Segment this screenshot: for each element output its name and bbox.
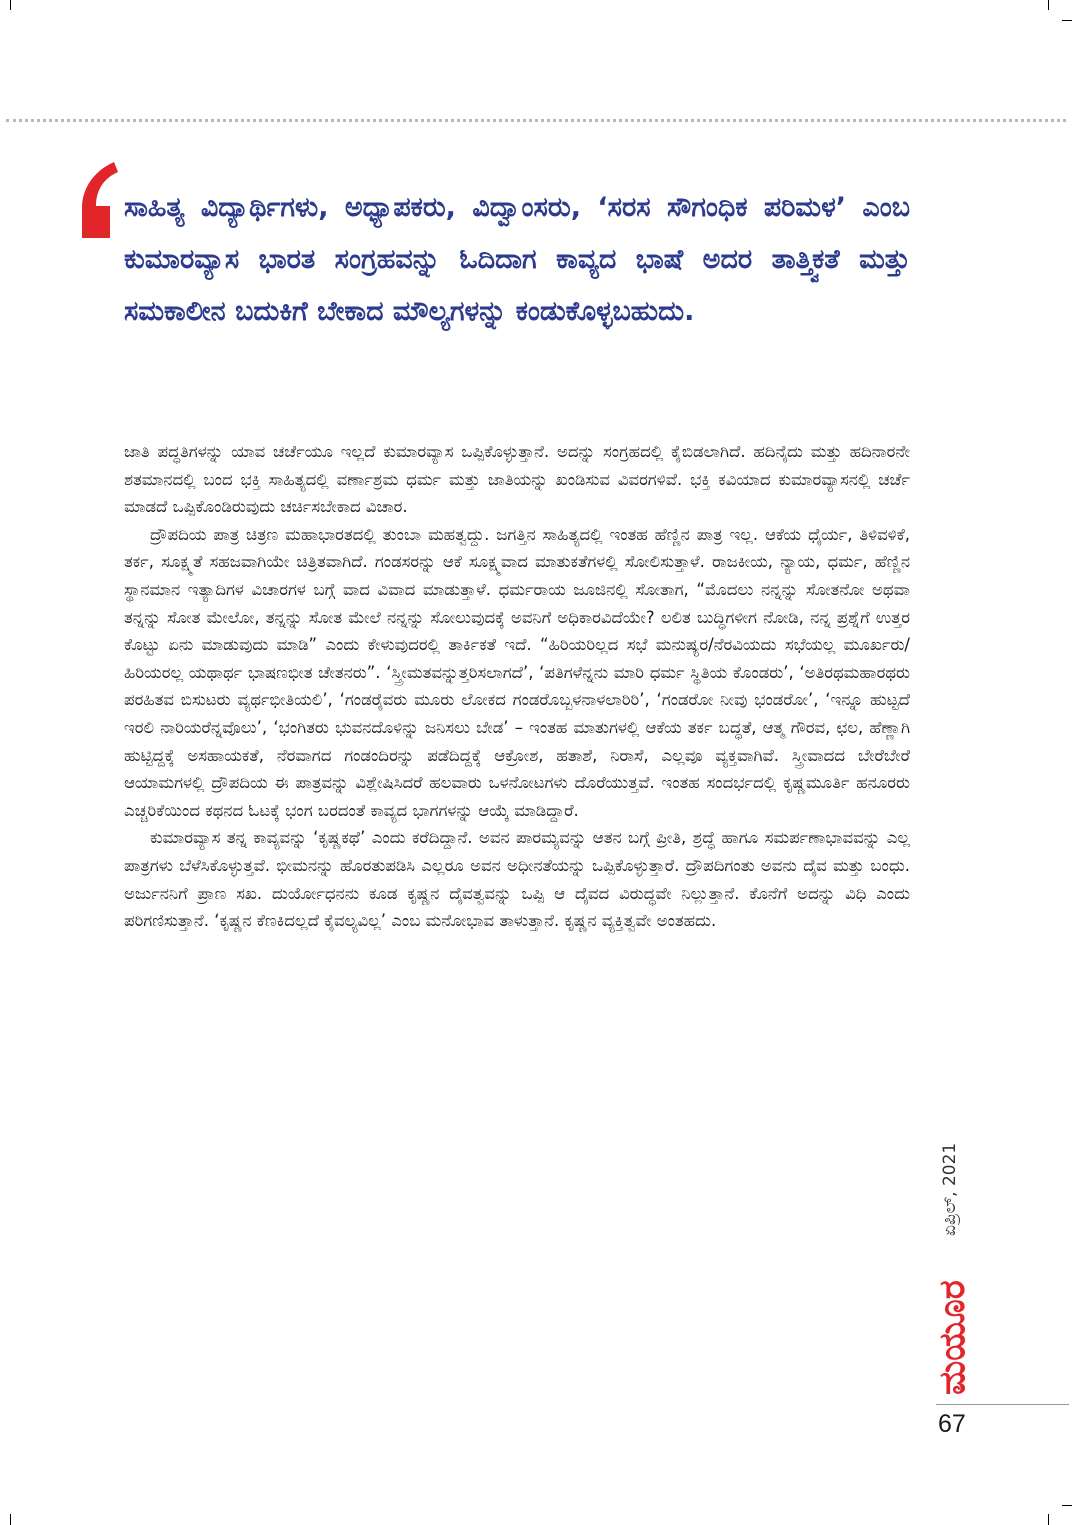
body-paragraph: ಜಾತಿ ಪದ್ಧತಿಗಳನ್ನು ಯಾವ ಚರ್ಚೆಯೂ ಇಲ್ಲದೆ ಕುಮಾರವ್ಯಾಸ ಒಪ್ಪಿಕೊಳ್ಳುತ್ತಾನೆ. ಅದನ್ನು ಸಂಗ್ರಹದಲ್ಲಿ ಕೈಬಿಡಲಾಗಿದೆ. ಹದಿನೈದು ಮತ್ತು ಹದಿನಾರನೇ ಶತಮಾನದಲ್ಲಿ ಬಂದ ಭಕ್ತಿ ಸಾಹಿತ್ಯದಲ್ಲಿ ವರ್ಣಾಶ್ರಮ ಧರ್ಮ ಮತ್ತು ಜಾತಿಯನ್ನು ಖಂಡಿಸುವ ವಿವರಗಳಿವೆ. ಭಕ್ತಿ ಕವಿಯಾದ ಕುಮಾರವ್ಯಾಸನಲ್ಲಿ ಚರ್ಚೆ ಮಾಡದೆ ಒಪ್ಪಿಕೊಂಡಿರುವುದು ಚರ್ಚಿಸಬೇಕಾದ ವಿಚಾರ. bbox=[124, 442, 910, 517]
body-paragraph: ದ್ರೌಪದಿಯ ಪಾತ್ರ ಚಿತ್ರಣ ಮಹಾಭಾರತದಲ್ಲಿ ತುಂಬಾ ಮಹತ್ವದ್ದು. ಜಗತ್ತಿನ ಸಾಹಿತ್ಯದಲ್ಲಿ ಇಂತಹ ಹೆಣ್ಣಿನ ಪಾತ್ರ ಇಲ್ಲ. ಆಕೆಯ ಧೈರ್ಯ, ತಿಳಿವಳಿಕೆ, ತರ್ಕ, ಸೂಕ್ಷ್ಮತೆ ಸಹಜವಾಗಿಯೇ ಚಿತ್ರಿತವಾಗಿದೆ. ಗಂಡಸರನ್ನು ಆಕೆ ಸೂಕ್ಷ್ಮವಾದ ಮಾತುಕತೆಗಳಲ್ಲಿ ಸೋಲಿಸುತ್ತಾಳೆ. ರಾಜಕೀಯ, ನ್ಯಾಯ, ಧರ್ಮ, ಹೆಣ್ಣಿನ ಸ್ಥಾನಮಾನ ಇತ್ಯಾದಿಗಳ ವಿಚಾರಗಳ ಬಗ್ಗೆ ವಾದ ವಿವಾದ ಮಾಡುತ್ತಾಳೆ. ಧರ್ಮರಾಯ ಜೂಜಿನಲ್ಲಿ ಸೋತಾಗ, “ಮೊದಲು ನನ್ನನ್ನು ಸೋತನೋ ಅಥವಾ ತನ್ನನ್ನು ಸೋತ ಮೇಲೋ, ತನ್ನನ್ನು ಸೋತ ಮೇಲೆ ನನ್ನನ್ನು ಸೋಲುವುದಕ್ಕೆ ಅವನಿಗೆ ಅಧಿಕಾರವಿದೆಯೇ? ಲಲಿತ ಬುದ್ಧಿಗಳೀಗ ನೋಡಿ, ನನ್ನ ಪ್ರಶ್ನೆಗೆ ಉತ್ತರ ಕೊಟ್ಟು ಏನು ಮಾಡುವುದು ಮಾಡಿ” ಎಂದು ಕೇಳುವುದರಲ್ಲಿ ತಾರ್ಕಿಕತೆ ಇದೆ. “ಹಿರಿಯರಿಲ್ಲದ ಸಭೆ ಮನುಷ್ಯರ/ನೆರವಿಯದು ಸಭೆಯಲ್ಲ ಮೂರ್ಖರು/ಹಿರಿಯರಲ್ಲ ಯಥಾರ್ಥ ಭಾಷಣಭೀತ ಚೇತನರು”. ‘ಸ್ತ್ರೀಮತವನ್ನುತ್ತರಿಸಲಾಗದೆ’, ‘ಪತಿಗಳೆನ್ನನು ಮಾರಿ ಧರ್ಮ ಸ್ಥಿತಿಯ ಕೊಂಡರು’, ‘ಅತಿರಥಮಹಾರಥರು ಪರಹಿತವ ಬಿಸುಟರು ವ್ಯರ್ಥಭೀತಿಯಲಿ’, ‘ಗಂಡರೈವರು ಮೂರು ಲೋಕದ ಗಂಡರೊಬ್ಬಳನಾಳಲಾರಿರಿ’, ‘ಗಂಡರೋ ನೀವು ಭಂಡರೋ’, ‘ಇನ್ನೂ ಹುಟ್ಟದೆ ಇರಲಿ ನಾರಿಯರೆನ್ನವೊಲು’, ‘ಭಂಗಿತರು ಭುವನದೊಳಿನ್ನು ಜನಿಸಲು ಬೇಡ’ – ಇಂತಹ ಮಾತುಗಳಲ್ಲಿ ಆಕೆಯ ತರ್ಕ ಬದ್ಧತೆ, ಆತ್ಮ ಗೌರವ, ಛಲ, ಹೆಣ್ಣಾಗಿ ಹುಟ್ಟಿದ್ದಕ್ಕೆ ಅಸಹಾಯಕತೆ, ನೆರವಾಗದ ಗಂಡಂದಿರನ್ನು ಪಡೆದಿದ್ದಕ್ಕೆ ಆಕ್ರೋಶ, ಹತಾಶೆ, ನಿರಾಸೆ, ಎಲ್ಲವೂ ವ್ಯಕ್ತವಾಗಿವೆ. ಸ್ತ್ರೀವಾದದ ಬೇರೆಬೇರೆ ಆಯಾಮಗಳಲ್ಲಿ ದ್ರೌಪದಿಯ ಈ ಪಾತ್ರವನ್ನು ವಿಶ್ಲೇಷಿಸಿದರೆ ಹಲವಾರು ಒಳನೋಟಗಳು ದೊರೆಯುತ್ತವೆ. ಇಂತಹ ಸಂದರ್ಭದಲ್ಲಿ ಕೃಷ್ಣಮೂರ್ತಿ ಹನೂರರು ಎಚ್ಚರಿಕೆಯಿಂದ ಕಥನದ ಓಟಕ್ಕೆ ಭಂಗ ಬರದಂತೆ ಕಾವ್ಯದ ಭಾಗಗಳನ್ನು ಆಯ್ಕೆ ಮಾಡಿದ್ದಾರೆ. bbox=[124, 524, 910, 820]
body-paragraph: ಕುಮಾರವ್ಯಾಸ ತನ್ನ ಕಾವ್ಯವನ್ನು ‘ಕೃಷ್ಣಕಥೆ’ ಎಂದು ಕರೆದಿದ್ದಾನೆ. ಅವನ ಪಾರಮ್ಯವನ್ನು ಆತನ ಬಗ್ಗೆ ಪ್ರೀತಿ, ಶ್ರದ್ಧೆ ಹಾಗೂ ಸಮರ್ಪಣಾಭಾವವನ್ನು ಎಲ್ಲ ಪಾತ್ರಗಳು ಬೆಳೆಸಿಕೊಳ್ಳುತ್ತವೆ. ಭೀಮನನ್ನು ಹೊರತುಪಡಿಸಿ ಎಲ್ಲರೂ ಅವನ ಅಧೀನತೆಯನ್ನು ಒಪ್ಪಿಕೊಳ್ಳುತ್ತಾರೆ. ದ್ರೌಪದಿಗಂತು ಅವನು ದೈವ ಮತ್ತು ಬಂಧು. ಅರ್ಜುನನಿಗೆ ಪ್ರಾಣ ಸಖ. ದುರ್ಯೋಧನನು ಕೂಡ ಕೃಷ್ಣನ ದೈವತ್ವವನ್ನು ಒಪ್ಪಿ ಆ ದೈವದ ವಿರುದ್ಧವೇ ನಿಲ್ಲುತ್ತಾನೆ. ಕೊನೆಗೆ ಅದನ್ನು ವಿಧಿ ಎಂದು ಪರಿಗಣಿಸುತ್ತಾನೆ. ‘ಕೃಷ್ಣನ ಕೆಣಕಿದಲ್ಲದೆ ಕೈವಲ್ಯವಿಲ್ಲ’ ಎಂಬ ಮನೋಭಾವ ತಾಳುತ್ತಾನೆ. ಕೃಷ್ಣನ ವ್ಯಕ್ತಿತ್ವವೇ ಅಂತಹದು. bbox=[124, 828, 910, 931]
crop-mark-top-right-h bbox=[1062, 20, 1072, 21]
quote-mark-icon bbox=[78, 162, 118, 238]
header-divider bbox=[6, 119, 1066, 122]
crop-mark-top-right bbox=[1048, 0, 1049, 10]
pull-quote: ಸಾಹಿತ್ಯ ವಿದ್ಯಾರ್ಥಿಗಳು, ಅಧ್ಯಾಪಕರು, ವಿದ್ವಾಂಸರು, ‘ಸರಸ ಸೌಗಂಧಿಕ ಪರಿಮಳ’ ಎಂಬ ಕುಮಾರವ್ಯಾಸ ಭಾರತ ಸಂಗ್ರಹವನ್ನು ಓದಿದಾಗ ಕಾವ್ಯದ ಭಾಷೆ ಅದರ ತಾತ್ತ್ವಿಕತೆ ಮತ್ತು ಸಮಕಾಲೀನ ಬದುಕಿಗೆ ಬೇಕಾದ ಮೌಲ್ಯಗಳನ್ನು ಕಂಡುಕೊಳ್ಳಬಹುದು. bbox=[124, 192, 910, 327]
crop-mark-top-left bbox=[10, 0, 11, 10]
crop-mark-bottom-right bbox=[1048, 1514, 1049, 1525]
crop-mark-bottom-right-h bbox=[1062, 1505, 1072, 1506]
crop-mark-bottom-left bbox=[10, 1514, 11, 1525]
magazine-logo: ಮಯೂರ bbox=[932, 1280, 973, 1395]
issue-date: ಏಪ್ರಿಲ್, 2021 bbox=[940, 1142, 960, 1236]
page-number-rule bbox=[936, 1404, 1069, 1405]
page-number: 67 bbox=[938, 1410, 966, 1438]
article-body bbox=[124, 438, 910, 935]
